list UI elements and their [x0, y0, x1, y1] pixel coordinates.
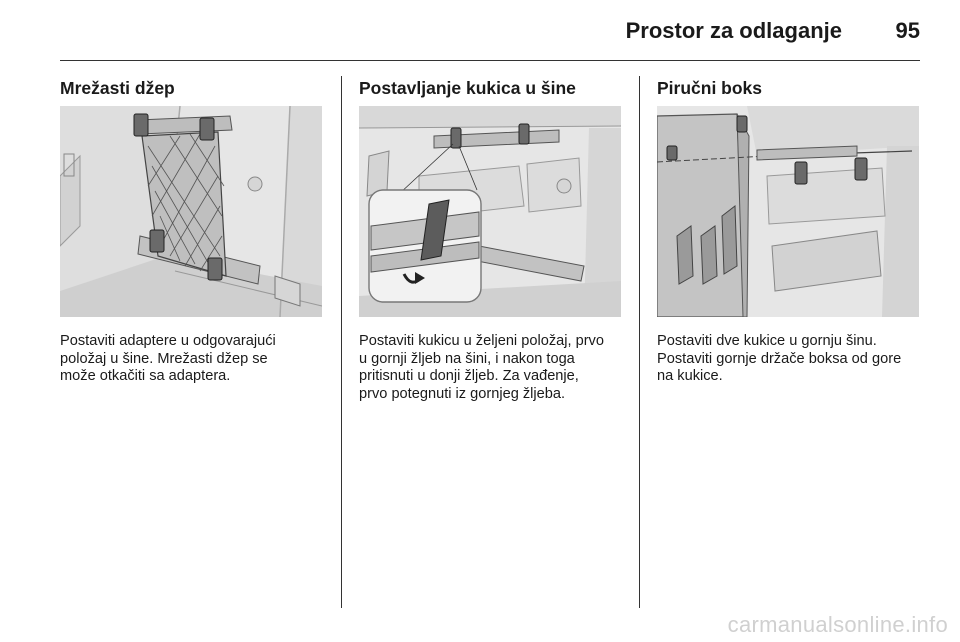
column-divider: [639, 76, 640, 608]
luggage-net-illustration: [60, 106, 322, 317]
section-heading: Piručni boks: [657, 78, 763, 98]
section-text-line: položaj u šine. Mrežasti džep se: [60, 350, 268, 367]
section-storage-box: [657, 76, 919, 386]
section-text-line: Postaviti dve kukice u gornju šinu.: [657, 333, 877, 349]
section-luggage-net: [60, 76, 322, 386]
section-heading: Postavljanje kukica u šine: [359, 78, 576, 98]
section-text-line: Postaviti kukicu u željeni položaj, prvo: [359, 333, 604, 349]
section-rail-hooks: [359, 76, 621, 403]
section-text-line: može otkačiti sa adaptera.: [60, 368, 231, 384]
rail-hook-illustration: [359, 106, 621, 317]
section-text-line: na kukice.: [657, 368, 723, 384]
section-text-line: pritisnuti u donji žljeb. Za vađenje,: [359, 368, 579, 384]
section-text-line: Postaviti gornje držače boksa od gore: [657, 350, 902, 367]
page-title: Prostor za odlaganje: [625, 18, 842, 43]
storage-box-illustration: [657, 106, 919, 317]
column-divider: [341, 76, 342, 608]
page-number: 95: [895, 18, 920, 43]
section-text-line: u gornji žljeb na šini, i nakon toga: [359, 350, 575, 367]
watermark: carmanualsonline.info: [727, 612, 948, 637]
page-header: [60, 0, 920, 61]
section-text-line: Postaviti adaptere u odgovarajući: [60, 333, 276, 349]
section-heading: Mrežasti džep: [60, 78, 175, 98]
section-text-line: prvo potegnuti iz gornjeg žljeba.: [359, 385, 566, 402]
